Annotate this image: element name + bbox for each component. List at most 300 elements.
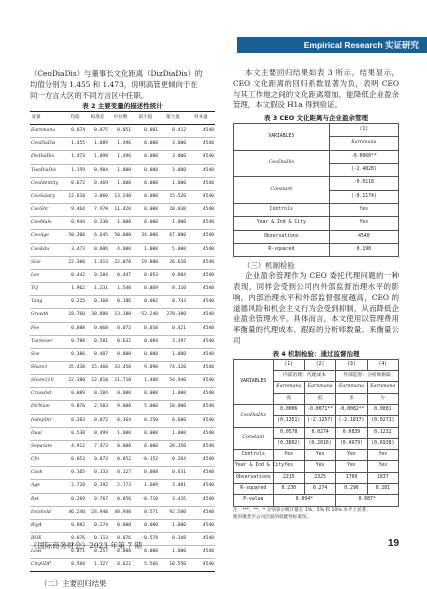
table-cell: 4540 (187, 164, 215, 177)
table-cell: 0.072 (86, 414, 109, 427)
table-row (30, 164, 215, 177)
coefficient: Yes (304, 461, 335, 472)
variable-name: Cash (30, 467, 64, 480)
table-row (30, 190, 215, 203)
table-cell: 1.127 (86, 559, 109, 572)
t-statistic: (0.2016) (304, 438, 335, 449)
descriptive-stats-table (30, 111, 215, 572)
table-cell: -0.578 (132, 533, 159, 546)
variable-name: Lev (30, 269, 64, 282)
table-cell: 0.672 (64, 177, 86, 190)
variable-name: TQ (30, 283, 64, 296)
coefficient: 0.296 (336, 484, 367, 495)
variable-name: CeoSalary (30, 190, 64, 203)
coefficient: 0.0274 (304, 427, 335, 438)
table-cell: 18.760 (64, 309, 86, 322)
table-cell: 0.204 (86, 269, 109, 282)
coefficient: -0.0082** (336, 404, 367, 415)
table-cell: 2.728 (64, 480, 86, 493)
group-header: 内部治理：代理成本 (273, 371, 336, 382)
table-cell: 1.000 (159, 388, 187, 401)
table-cell: 1.159 (64, 164, 86, 177)
table-cell: 4540 (187, 269, 215, 282)
table-row (30, 427, 215, 440)
coefficient: -0.0071** (304, 404, 335, 415)
t-statistic: (0.0271) (367, 416, 398, 427)
table-cell: 1.000 (159, 546, 187, 559)
table-row (30, 559, 215, 572)
table-cell: 4540 (187, 427, 215, 440)
table-cell: 15.520 (159, 190, 187, 203)
table-cell: 0.469 (86, 177, 109, 190)
table-cell: 0.257 (86, 546, 109, 559)
t-statistic: (-2.1257) (304, 416, 335, 427)
table-cell: 0.000 (132, 440, 159, 453)
table-cell: 0.084 (132, 335, 159, 348)
intro-line: 同一方言大区的不同方言区中任职。 (30, 91, 149, 100)
coefficient: Yes (336, 450, 367, 461)
section-heading: （三）机制检验 (243, 261, 295, 271)
variable-name: CityGDP (30, 559, 64, 572)
p-value: 0.087* (336, 495, 399, 506)
table-cell: 0.780 (64, 335, 86, 348)
mechanism-paragraph: 企业盈余管理作为 CEO 委托代理问题的一种表现，同样会受到公司内外部监督治理水平的影响。内部治理水平和外部监督强度越高，CEO 的道德风险和机会主义行为会受到抑制，从而降低企业盈余管理水平。具体而言，本文使用以管理费用率衡量的代理成本、跟踪的分析师数量、来衡量公司 (233, 271, 399, 345)
coefficient: Yes (336, 461, 367, 472)
variable-name: Age (30, 480, 64, 493)
table-cell: 3.435 (159, 493, 187, 506)
dependent-variable: Earnmana (367, 382, 398, 393)
table-cell: 3.060 (86, 190, 109, 203)
coefficient: -0.0068** (329, 150, 398, 163)
table-cell: 67.000 (159, 230, 187, 243)
variable-name: Growth (30, 309, 64, 322)
table-cell: 3.000 (159, 138, 187, 151)
right-column (233, 68, 399, 522)
table-cell: 0.364 (109, 414, 132, 427)
variable-name: Ret (30, 493, 64, 506)
variable-name: Fee (30, 322, 64, 335)
variable-name: R-squared (234, 484, 274, 495)
table-cell: 7.473 (86, 440, 109, 453)
table-cell: 0.600 (159, 414, 187, 427)
table-cell: 0.000 (132, 138, 159, 151)
table-cell: 0.088 (64, 322, 86, 335)
variable-name: Share210 (30, 375, 64, 388)
coefficient: -0.0118 (329, 177, 398, 190)
coefficient: Yes (273, 450, 304, 461)
var-label: VARIABLES (234, 359, 274, 404)
coefficient: 0.198 (329, 243, 398, 256)
variable-name: Year & Ind & City (234, 461, 274, 472)
table-cell: 33.450 (109, 361, 132, 374)
table-cell: 1.540 (109, 283, 132, 296)
table-cell: 0.001 (132, 125, 159, 138)
table-cell: 6.645 (86, 230, 109, 243)
table-row (30, 440, 215, 453)
table-row (30, 322, 215, 335)
table-cell: 0.984 (86, 164, 109, 177)
table-cell: 1.000 (159, 348, 187, 361)
table-cell: 92.500 (159, 506, 187, 519)
table-cell: 4540 (187, 546, 215, 559)
variable-name: Constant (234, 427, 274, 450)
coefficient: 4540 (329, 230, 398, 243)
variable-name: Turnover (30, 335, 64, 348)
table-header-cell: 标准差 (86, 112, 109, 125)
table-cell: 20.030 (159, 204, 187, 217)
table-cell: 0.000 (109, 440, 132, 453)
table-cell: 1.089 (86, 138, 109, 151)
coefficient: Yes (329, 203, 398, 216)
table-cell: 1.000 (159, 427, 187, 440)
table-cell: 0.052 (109, 454, 132, 467)
table-cell: 0.000 (109, 388, 132, 401)
table-cell: 1.000 (109, 217, 132, 230)
table-cell: 0.068 (86, 322, 109, 335)
table-cell: 0.008 (132, 467, 159, 480)
variable-name: Constant (234, 177, 330, 204)
table-cell: 0.076 (109, 533, 132, 546)
table-cell: 24.940 (86, 506, 109, 519)
table-cell: 5.566 (132, 559, 159, 572)
table-cell: 3.473 (64, 243, 86, 256)
table-cell: 1.000 (159, 217, 187, 230)
table-cell: 4540 (187, 361, 215, 374)
journal-footer: 《国际商务财会》2023 年第 7 期 (30, 541, 142, 550)
variable-name: DirNum (30, 401, 64, 414)
dependent-variable: Earnmana (329, 137, 398, 150)
variable-name: TwoDiaDis (30, 164, 64, 177)
table-cell: 1.000 (109, 427, 132, 440)
table-cell: 0.631 (159, 467, 187, 480)
table-cell: 1.098 (86, 151, 109, 164)
t-statistic: (-2.4828) (329, 164, 398, 177)
variable-name: CeoMale (30, 217, 64, 230)
table-row (30, 243, 215, 256)
table-note: 使用聚类至公司层面的稳健性标准误。 (233, 515, 312, 521)
table-cell: 0.076 (64, 533, 86, 546)
table-cell: 50.300 (64, 230, 86, 243)
table-cell: 0.051 (109, 125, 132, 138)
table-cell: 9.000 (109, 401, 132, 414)
table-cell: 4540 (187, 256, 215, 269)
table-cell: 48.940 (109, 506, 132, 519)
subgroup-level: 多 (336, 393, 367, 404)
table-cell: 4540 (187, 296, 215, 309)
intro-line: 均值分别为 1.455 和 1.473，说明高管更倾向于在 (30, 80, 198, 89)
table-row (30, 151, 215, 164)
table-cell: 0.884 (159, 269, 187, 282)
table-cell: 12.810 (86, 375, 109, 388)
table-cell: 0.168 (86, 296, 109, 309)
variable-name: Share1 (30, 361, 64, 374)
variable-name: IndepDir (30, 414, 64, 427)
column-number: (1) (329, 124, 398, 137)
variable-name: Incshold (30, 506, 64, 519)
table-cell: 2.773 (109, 480, 132, 493)
variable-name: CeoDiaDis (30, 138, 64, 151)
table-cell: 9.464 (64, 204, 86, 217)
table-cell: 3.000 (159, 151, 187, 164)
subgroup-level: 少 (367, 393, 398, 404)
table-cell: 0.000 (132, 427, 159, 440)
table-cell: 0.571 (132, 506, 159, 519)
table-cell: 4540 (187, 230, 215, 243)
table-row (30, 493, 215, 506)
table-row (30, 230, 215, 243)
table-cell: 4540 (187, 125, 215, 138)
table-cell: 1.000 (159, 519, 187, 532)
table-header-cell: 最小值 (132, 112, 159, 125)
table-cell: 4540 (187, 151, 215, 164)
table-cell: 0.165 (64, 467, 86, 480)
variable-name: Loss (30, 546, 64, 559)
subgroup-level: 低 (304, 393, 335, 404)
table-cell: 0.082 (64, 519, 86, 532)
table-cell: 0.264 (159, 454, 187, 467)
table-cell: 0.000 (109, 546, 132, 559)
intro-line: （CeoDiaDis）与董事长文化距离（DizDiaDis）的 (30, 69, 203, 78)
variable-name: P-value (234, 495, 274, 506)
table-cell: 74.320 (159, 361, 187, 374)
table-cell: 0.073 (86, 454, 109, 467)
table-cell: 0.113 (86, 533, 109, 546)
coefficient: Yes (273, 461, 304, 472)
table-row (30, 204, 215, 217)
table-cell: 1.400 (132, 375, 159, 388)
table-cell: 0.250 (132, 414, 159, 427)
table-cell: 0.000 (132, 151, 159, 164)
table-cell: 0.000 (132, 217, 159, 230)
table-cell: 0.002 (132, 296, 159, 309)
coefficient: 2325 (304, 472, 335, 483)
table-row (30, 467, 215, 480)
table-cell: 4.912 (64, 440, 86, 453)
table-cell: 0.581 (86, 335, 109, 348)
table-cell: 0.421 (159, 322, 187, 335)
table-cell: 0.071 (64, 546, 86, 559)
section-heading: （二）主要回归结果 (40, 579, 107, 589)
table-cell: 0.127 (109, 467, 132, 480)
variable-name: Observations (234, 472, 274, 483)
coefficient: 1760 (336, 472, 367, 483)
table-cell: 4540 (187, 204, 215, 217)
table-cell: 4540 (187, 388, 215, 401)
t-statistic: (0.1351) (273, 416, 304, 427)
table-cell: -0.152 (132, 454, 159, 467)
coefficient: 0.0006 (273, 404, 304, 415)
dependent-variable: Earnmana (273, 382, 304, 393)
group-header: 外部监督：分析师跟踪 (336, 371, 399, 382)
table-row (30, 506, 215, 519)
table-row (30, 296, 215, 309)
table-cell: 0.944 (64, 217, 86, 230)
variable-name: Size (30, 256, 64, 269)
table-cell: 1.496 (109, 151, 132, 164)
table-cell: 0.053 (132, 269, 159, 282)
page-number: 19 (388, 538, 400, 549)
variable-name: CeoDiaDis (234, 404, 274, 427)
table-row (30, 283, 215, 296)
table-cell: 0.075 (86, 125, 109, 138)
table-cell: 4540 (187, 519, 215, 532)
table3-caption: 表 3 CEO 文化距离与企业盈余管理 (263, 114, 369, 123)
mechanism-table (233, 359, 399, 507)
coefficient: Yes (329, 217, 398, 230)
table-cell: 4540 (187, 348, 215, 361)
table-cell: 0.447 (109, 269, 132, 282)
table-cell: 4540 (187, 414, 215, 427)
table-cell: 1.413 (86, 256, 109, 269)
variable-name: CeoDiaDis (234, 150, 330, 177)
table-cell: 0.392 (86, 480, 109, 493)
table-note: 注：***、**、* 分别表示统计量在 1%、5% 和 10% 水平上显著； (233, 507, 371, 513)
coefficient: 0.230 (273, 484, 304, 495)
table-cell: 0.274 (86, 519, 109, 532)
table-cell: 4540 (187, 309, 215, 322)
table-cell: 3.000 (159, 164, 187, 177)
table-cell: 0.412 (159, 125, 187, 138)
table-cell: 4540 (187, 283, 215, 296)
variable-name: CeoAge (30, 230, 64, 243)
variable-name: Big4 (30, 519, 64, 532)
table-cell: 0.767 (86, 493, 109, 506)
table-cell: 34.000 (132, 230, 159, 243)
table-row (30, 309, 215, 322)
t-statistic: (-0.1174) (329, 190, 398, 203)
coefficient: 0.0001 (367, 404, 398, 415)
table-row (30, 519, 215, 532)
table-row (30, 388, 215, 401)
var-label: VARIABLES (234, 124, 330, 151)
table-cell: 21.710 (109, 375, 132, 388)
table-cell: 4540 (187, 493, 215, 506)
table-cell: 4540 (187, 322, 215, 335)
table-cell: 0.383 (64, 414, 86, 427)
table-cell: 4.000 (109, 243, 132, 256)
table-cell: 4540 (187, 506, 215, 519)
table-cell: 1.000 (109, 164, 132, 177)
coefficient: 0.274 (304, 484, 335, 495)
table-cell: 0.000 (132, 348, 159, 361)
column-number: (2) (304, 359, 335, 370)
table-cell: 19.800 (132, 256, 159, 269)
table-cell: 4540 (187, 177, 215, 190)
variable-name: Soe (30, 348, 64, 361)
table-cell: 278.300 (159, 309, 187, 322)
table-header-cell: 中位数 (109, 112, 132, 125)
table-cell: 0.869 (132, 283, 159, 296)
table-cell: 4540 (187, 217, 215, 230)
dependent-variable: Earnmana (304, 382, 335, 393)
table-cell: 0.000 (132, 164, 159, 177)
coefficient: Yes (304, 450, 335, 461)
variable-name: Earnmana (30, 125, 64, 138)
table-cell: 38.800 (86, 309, 109, 322)
table-cell: 4540 (187, 533, 215, 546)
table-row (30, 361, 215, 374)
table-cell: 10.550 (159, 559, 187, 572)
table-cell: 4540 (187, 454, 215, 467)
t-statistic: (-2.1817) (336, 416, 367, 427)
variable-name: Year & Ind & City (234, 217, 330, 230)
table-cell: 0.386 (64, 348, 86, 361)
table-cell: 0.000 (132, 519, 159, 532)
table-row (30, 177, 215, 190)
table2-caption: 表 2 主要变量的描述性统计 (82, 102, 163, 110)
table-cell: 54.940 (159, 375, 187, 388)
coefficient: 0.1232 (367, 427, 398, 438)
table-cell: 3.397 (159, 335, 187, 348)
table-cell: 0.000 (132, 177, 159, 190)
table-cell: 0.348 (159, 533, 187, 546)
coefficient: Yes (367, 461, 398, 472)
variable-name: Crosslist (30, 388, 64, 401)
table-cell: 2.503 (86, 401, 109, 414)
table-cell: 8.568 (64, 559, 86, 572)
table-header-cell: 最大值 (159, 112, 187, 125)
table-cell: 0.225 (64, 296, 86, 309)
table-cell: 4540 (187, 559, 215, 572)
variable-name: Controls (234, 203, 330, 216)
table-cell: 46.240 (64, 506, 86, 519)
coefficient: 0.0578 (273, 427, 304, 438)
table-row (30, 138, 215, 151)
table-cell: 9.090 (132, 361, 159, 374)
coefficient: 2215 (273, 472, 304, 483)
table-cell: 0.000 (132, 204, 159, 217)
table-cell: 0.000 (132, 546, 159, 559)
table-cell: 0.487 (86, 348, 109, 361)
table-cell: 0.089 (64, 388, 86, 401)
variable-name: ROE (30, 533, 64, 546)
table-cell: 15.460 (86, 361, 109, 374)
variable-name: Controls (234, 450, 274, 461)
table-cell: 5.000 (132, 401, 159, 414)
variable-name: Observations (234, 230, 330, 243)
table-cell: 4540 (187, 440, 215, 453)
table-row (30, 256, 215, 269)
variable-name: CeoIdentity (30, 177, 64, 190)
journal-section-header: Empirical Research 实证研究 (237, 37, 427, 53)
variable-name: Separate (30, 440, 64, 453)
table-cell: 1.455 (64, 138, 86, 151)
column-number: (4) (367, 359, 398, 370)
table-row (30, 348, 215, 361)
variable-name: CeoShr (30, 204, 64, 217)
table-cell: 0.499 (86, 427, 109, 440)
table-cell: 4540 (187, 190, 215, 203)
variable-name: R-squared (234, 243, 330, 256)
table-cell: 4540 (187, 335, 215, 348)
dependent-variable: Earnmana (336, 382, 367, 393)
table-cell: 5.000 (159, 243, 187, 256)
variable-name: Tang (30, 296, 64, 309)
table-cell: 8.110 (159, 283, 187, 296)
table-cell: 4540 (187, 401, 215, 414)
table-cell: 1.000 (159, 177, 187, 190)
column-number: (1) (273, 359, 304, 370)
coefficient: 0.0839 (336, 427, 367, 438)
variable-name: Dual (30, 427, 64, 440)
table-cell: 1.000 (109, 177, 132, 190)
table-cell: 0.230 (86, 217, 109, 230)
table-cell: 0.632 (109, 335, 132, 348)
table-cell: 4540 (187, 138, 215, 151)
table-cell: 0.530 (64, 427, 86, 440)
table-cell: 1.231 (86, 283, 109, 296)
table-cell: 0.010 (132, 322, 159, 335)
